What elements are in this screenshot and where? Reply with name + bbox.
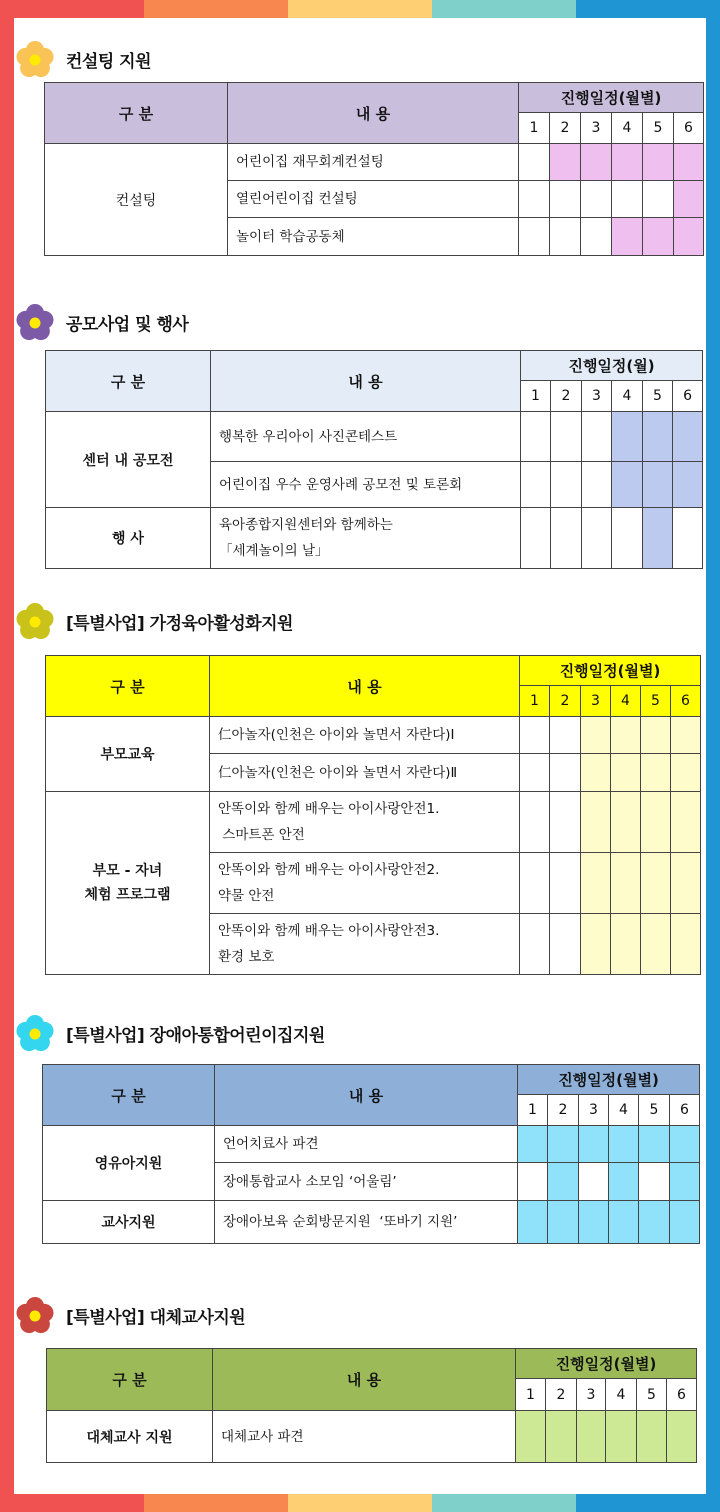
schedule-cell-active bbox=[609, 1201, 639, 1244]
month-header: 2 bbox=[550, 686, 581, 717]
schedule-cell-active bbox=[581, 144, 612, 181]
schedule-cell-active bbox=[643, 462, 673, 508]
schedule-cell-active bbox=[611, 717, 641, 754]
month-header: 2 bbox=[551, 381, 582, 412]
schedule-cell bbox=[520, 792, 550, 853]
schedule-cell bbox=[612, 508, 643, 569]
month-header: 5 bbox=[639, 1095, 670, 1126]
row-content bbox=[210, 792, 520, 853]
row-content bbox=[210, 754, 520, 792]
month-header: 6 bbox=[674, 113, 704, 144]
section-title: [특별사업] 가정육아활성화지원 bbox=[66, 613, 293, 634]
schedule-cell bbox=[551, 412, 582, 462]
schedule-cell-active bbox=[671, 914, 701, 975]
schedule-cell bbox=[582, 508, 612, 569]
table-row bbox=[43, 1201, 700, 1244]
table-row bbox=[45, 144, 704, 181]
schedule-cell bbox=[521, 508, 551, 569]
schedule-cell bbox=[582, 462, 612, 508]
schedule-cell-active bbox=[548, 1163, 579, 1201]
schedule-cell-active bbox=[612, 144, 643, 181]
table-row bbox=[46, 412, 703, 462]
stripe-segment bbox=[0, 1494, 144, 1512]
content-line: 열린어린이집 컨설팅 bbox=[236, 191, 358, 207]
schedule-cell-active bbox=[611, 792, 641, 853]
row-content bbox=[210, 853, 520, 914]
row-content bbox=[228, 181, 519, 218]
row-content bbox=[213, 1411, 516, 1463]
schedule-cell-active bbox=[546, 1411, 577, 1463]
schedule-cell-active bbox=[641, 754, 671, 792]
header-content: 내 용 bbox=[211, 351, 521, 412]
stripe-segment bbox=[288, 0, 432, 18]
flower-icon bbox=[14, 38, 56, 80]
section-heading bbox=[14, 301, 188, 343]
schedule-cell-active bbox=[673, 462, 703, 508]
schedule-cell-active bbox=[671, 717, 701, 754]
schedule-cell-active bbox=[518, 1201, 548, 1244]
schedule-cell-active bbox=[550, 144, 581, 181]
content-line: 언어치료사 파견 bbox=[223, 1136, 319, 1152]
schedule-cell bbox=[521, 412, 551, 462]
month-header: 1 bbox=[519, 113, 550, 144]
section-heading bbox=[14, 1294, 245, 1336]
schedule-cell-active bbox=[611, 853, 641, 914]
month-header: 4 bbox=[612, 381, 643, 412]
month-header: 1 bbox=[516, 1379, 546, 1411]
schedule-cell-active bbox=[641, 853, 671, 914]
schedule-cell-active bbox=[674, 181, 704, 218]
content-line: 仁아놀자(인천은 아이와 놀면서 자란다)Ⅰ bbox=[218, 727, 455, 743]
schedule-cell bbox=[550, 218, 581, 256]
month-header: 1 bbox=[518, 1095, 548, 1126]
header-schedule: 진행일정(월별) bbox=[516, 1349, 697, 1379]
header-content: 내 용 bbox=[213, 1349, 516, 1411]
schedule-cell-active bbox=[670, 1201, 700, 1244]
header-category: 구 분 bbox=[46, 656, 210, 717]
flower-icon bbox=[14, 1012, 56, 1054]
schedule-cell-active bbox=[641, 717, 671, 754]
schedule-cell-active bbox=[673, 412, 703, 462]
content-line: 육아종합지원센터와 함께하는 bbox=[219, 517, 393, 533]
schedule-cell bbox=[519, 144, 550, 181]
table-row bbox=[46, 792, 701, 853]
schedule-cell-active bbox=[612, 462, 643, 508]
content-line: 대체교사 파견 bbox=[221, 1428, 304, 1445]
row-category: 영유아지원 bbox=[43, 1126, 215, 1201]
schedule-cell-active bbox=[643, 218, 674, 256]
schedule-cell-active bbox=[581, 853, 611, 914]
month-header: 3 bbox=[581, 686, 611, 717]
schedule-cell bbox=[579, 1163, 609, 1201]
row-content bbox=[211, 462, 521, 508]
schedule-cell-active bbox=[612, 412, 643, 462]
row-content bbox=[228, 218, 519, 256]
header-category: 구 분 bbox=[43, 1065, 215, 1126]
header-category: 구 분 bbox=[46, 351, 211, 412]
flower-icon bbox=[14, 301, 56, 343]
row-category bbox=[46, 792, 210, 975]
month-header: 4 bbox=[609, 1095, 639, 1126]
schedule-cell-active bbox=[577, 1411, 606, 1463]
schedule-table bbox=[45, 350, 703, 569]
bottom-color-stripe bbox=[0, 1494, 720, 1512]
month-header: 5 bbox=[643, 113, 674, 144]
row-category: 대체교사 지원 bbox=[47, 1411, 213, 1463]
month-header: 2 bbox=[548, 1095, 579, 1126]
month-header: 5 bbox=[641, 686, 671, 717]
left-border bbox=[0, 0, 14, 1512]
schedule-cell bbox=[550, 853, 581, 914]
schedule-cell-active bbox=[670, 1163, 700, 1201]
content-line: 안똑이와 함께 배우는 아이사랑안전2. bbox=[218, 862, 440, 878]
schedule-cell-active bbox=[671, 792, 701, 853]
content-line: 안똑이와 함께 배우는 아이사랑안전1. bbox=[218, 801, 440, 817]
month-header: 4 bbox=[606, 1379, 637, 1411]
month-header: 4 bbox=[611, 686, 641, 717]
content-line: 약물 안전 bbox=[218, 888, 275, 904]
schedule-cell-active bbox=[611, 754, 641, 792]
section-title: 공모사업 및 행사 bbox=[66, 314, 189, 335]
schedule-cell bbox=[639, 1163, 670, 1201]
schedule-cell bbox=[550, 792, 581, 853]
table-row bbox=[43, 1126, 700, 1163]
content-line: 장애아보육 순회방문지원 ‘또바기 지원’ bbox=[223, 1214, 458, 1230]
schedule-cell bbox=[582, 412, 612, 462]
schedule-cell-active bbox=[516, 1411, 546, 1463]
schedule-cell bbox=[520, 914, 550, 975]
schedule-cell bbox=[581, 181, 612, 218]
schedule-cell bbox=[519, 218, 550, 256]
row-category: 교사지원 bbox=[43, 1201, 215, 1244]
content-line: 「세계놀이의 날」 bbox=[219, 543, 329, 559]
content-line: 장애통합교사 소모임 ‘어울림’ bbox=[223, 1173, 397, 1190]
month-header: 6 bbox=[671, 686, 701, 717]
schedule-cell bbox=[520, 853, 550, 914]
row-category: 행 사 bbox=[46, 508, 211, 569]
schedule-cell bbox=[550, 754, 581, 792]
section-title: [특별사업] 장애아통합어린이집지원 bbox=[66, 1025, 325, 1046]
content-line: 스마트폰 안전 bbox=[218, 827, 305, 843]
section-heading bbox=[14, 38, 151, 80]
flower-icon bbox=[14, 600, 56, 642]
header-content: 내 용 bbox=[210, 656, 520, 717]
schedule-cell bbox=[581, 218, 612, 256]
stripe-segment bbox=[144, 0, 288, 18]
section-title: [특별사업] 대체교사지원 bbox=[66, 1307, 246, 1328]
header-category: 구 분 bbox=[47, 1349, 213, 1411]
schedule-cell-active bbox=[606, 1411, 637, 1463]
schedule-cell-active bbox=[579, 1201, 609, 1244]
category-line: 체험 프로그램 bbox=[84, 887, 171, 903]
content-line: 행복한 우리아이 사진콘테스트 bbox=[219, 428, 398, 445]
schedule-cell-active bbox=[639, 1126, 670, 1163]
row-content bbox=[210, 914, 520, 975]
top-color-stripe bbox=[0, 0, 720, 18]
row-category: 부모교육 bbox=[46, 717, 210, 792]
schedule-cell-active bbox=[518, 1126, 548, 1163]
right-border bbox=[706, 0, 720, 1512]
row-content bbox=[228, 144, 519, 181]
schedule-cell-active bbox=[581, 914, 611, 975]
schedule-cell-active bbox=[609, 1126, 639, 1163]
schedule-cell-active bbox=[641, 792, 671, 853]
row-content bbox=[210, 717, 520, 754]
schedule-cell-active bbox=[581, 792, 611, 853]
schedule-cell-active bbox=[637, 1411, 667, 1463]
stripe-segment bbox=[288, 1494, 432, 1512]
schedule-cell-active bbox=[671, 853, 701, 914]
schedule-table bbox=[44, 82, 704, 256]
stripe-segment bbox=[0, 0, 144, 18]
schedule-cell-active bbox=[643, 412, 673, 462]
schedule-cell-active bbox=[671, 754, 701, 792]
month-header: 6 bbox=[670, 1095, 700, 1126]
schedule-table bbox=[46, 1348, 697, 1463]
row-content bbox=[211, 412, 521, 462]
row-content bbox=[215, 1201, 518, 1244]
schedule-cell-active bbox=[581, 717, 611, 754]
month-header: 2 bbox=[546, 1379, 577, 1411]
content-line: 어린이집 재무회계컨설팅 bbox=[236, 154, 384, 170]
month-header: 6 bbox=[667, 1379, 697, 1411]
schedule-cell bbox=[550, 181, 581, 218]
header-schedule: 진행일정(월) bbox=[521, 351, 703, 381]
month-header: 5 bbox=[637, 1379, 667, 1411]
month-header: 3 bbox=[577, 1379, 606, 1411]
schedule-cell-active bbox=[611, 914, 641, 975]
section-title: 컨설팅 지원 bbox=[66, 51, 152, 72]
month-header: 5 bbox=[643, 381, 673, 412]
row-content bbox=[211, 508, 521, 569]
schedule-cell bbox=[551, 462, 582, 508]
schedule-cell bbox=[518, 1163, 548, 1201]
schedule-cell bbox=[550, 717, 581, 754]
content-line: 안똑이와 함께 배우는 아이사랑안전3. bbox=[218, 923, 440, 939]
schedule-cell-active bbox=[579, 1126, 609, 1163]
month-header: 6 bbox=[673, 381, 703, 412]
schedule-cell bbox=[550, 914, 581, 975]
schedule-cell bbox=[521, 462, 551, 508]
schedule-cell bbox=[520, 754, 550, 792]
section-heading bbox=[14, 1012, 325, 1054]
schedule-cell-active bbox=[674, 144, 704, 181]
schedule-cell-active bbox=[548, 1201, 579, 1244]
schedule-cell bbox=[673, 508, 703, 569]
schedule-cell bbox=[551, 508, 582, 569]
schedule-cell bbox=[643, 181, 674, 218]
schedule-cell-active bbox=[639, 1201, 670, 1244]
month-header: 4 bbox=[612, 113, 643, 144]
schedule-cell-active bbox=[641, 914, 671, 975]
row-category: 센터 내 공모전 bbox=[46, 412, 211, 508]
month-header: 2 bbox=[550, 113, 581, 144]
schedule-cell-active bbox=[581, 754, 611, 792]
schedule-cell-active bbox=[643, 144, 674, 181]
table-row bbox=[46, 717, 701, 754]
stripe-segment bbox=[576, 1494, 720, 1512]
content-panel bbox=[14, 18, 706, 1486]
month-header: 3 bbox=[581, 113, 612, 144]
schedule-cell bbox=[612, 181, 643, 218]
schedule-table bbox=[45, 655, 701, 975]
table-row bbox=[47, 1411, 697, 1463]
header-schedule: 진행일정(월별) bbox=[520, 656, 701, 686]
stripe-segment bbox=[144, 1494, 288, 1512]
row-content bbox=[215, 1163, 518, 1201]
schedule-cell-active bbox=[674, 218, 704, 256]
schedule-cell-active bbox=[667, 1411, 697, 1463]
row-content bbox=[215, 1126, 518, 1163]
schedule-cell-active bbox=[643, 508, 673, 569]
content-line: 仁아놀자(인천은 아이와 놀면서 자란다)Ⅱ bbox=[218, 764, 458, 781]
content-line: 놀이터 학습공동체 bbox=[236, 228, 345, 245]
month-header: 3 bbox=[582, 381, 612, 412]
schedule-cell-active bbox=[548, 1126, 579, 1163]
header-content: 내 용 bbox=[228, 83, 519, 144]
content-line: 어린이집 우수 운영사례 공모전 및 토론회 bbox=[219, 476, 463, 493]
header-content: 내 용 bbox=[215, 1065, 518, 1126]
header-schedule: 진행일정(월별) bbox=[519, 83, 704, 113]
schedule-cell-active bbox=[612, 218, 643, 256]
schedule-table bbox=[42, 1064, 700, 1244]
table-row bbox=[46, 508, 703, 569]
flower-icon bbox=[14, 1294, 56, 1336]
stripe-segment bbox=[576, 0, 720, 18]
month-header: 1 bbox=[520, 686, 550, 717]
section-heading bbox=[14, 600, 293, 642]
stripe-segment bbox=[432, 1494, 576, 1512]
header-category: 구 분 bbox=[45, 83, 228, 144]
content-line: 환경 보호 bbox=[218, 949, 275, 965]
row-category: 컨설팅 bbox=[45, 144, 228, 256]
header-schedule: 진행일정(월별) bbox=[518, 1065, 700, 1095]
schedule-cell bbox=[519, 181, 550, 218]
schedule-cell bbox=[520, 717, 550, 754]
category-line: 부모 - 자녀 bbox=[92, 863, 163, 879]
month-header: 1 bbox=[521, 381, 551, 412]
month-header: 3 bbox=[579, 1095, 609, 1126]
schedule-cell-active bbox=[670, 1126, 700, 1163]
stripe-segment bbox=[432, 0, 576, 18]
schedule-cell-active bbox=[609, 1163, 639, 1201]
